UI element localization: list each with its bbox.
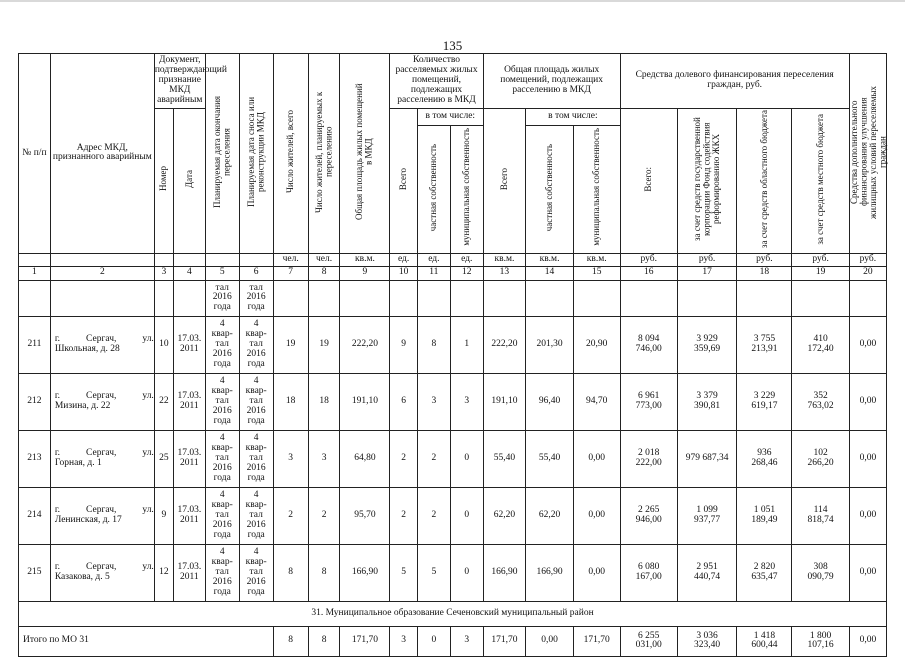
total-c10: 3 [390, 626, 418, 656]
doc-date: 17.03. 2011 [173, 316, 205, 373]
column-number: 12 [450, 266, 483, 280]
fin-region: 2 820 635,47 [737, 544, 792, 601]
carryover-quarter: тал 2016 года [239, 280, 273, 316]
table-row [19, 487, 887, 544]
value-c15: 0,00 [573, 487, 620, 544]
demolition-quarter: 4 квар- тал 2016 года [239, 487, 273, 544]
unit-cell: руб. [849, 253, 886, 266]
relocation-quarter: 4 квар- тал 2016 года [205, 373, 239, 430]
value-c11: 3 [417, 373, 450, 430]
header-area-private: частная собственность [526, 125, 574, 253]
column-number: 10 [390, 266, 418, 280]
fin-total: 6 080 167,00 [620, 544, 677, 601]
value-c8: 2 [308, 487, 340, 544]
header-doc-number: Номер [154, 109, 173, 254]
value-c7: 8 [273, 544, 308, 601]
total-c15: 171,70 [573, 626, 620, 656]
value-c10: 9 [390, 316, 418, 373]
row-number: 213 [19, 430, 51, 487]
value-c7: 19 [273, 316, 308, 373]
total-fin-region: 1 418 600,44 [737, 626, 792, 656]
section-title: 31. Муниципальное образование Сеченовский муниципальный район [19, 601, 887, 626]
doc-date: 17.03. 2011 [173, 430, 205, 487]
section-row [19, 601, 887, 626]
value-c14: 201,30 [526, 316, 574, 373]
relocation-quarter: 4 квар- тал 2016 года [205, 544, 239, 601]
value-c11: 5 [417, 544, 450, 601]
row-number: 215 [19, 544, 51, 601]
header-residents-planned: Число жителей, планируемых к переселению [308, 54, 340, 254]
unit-cell: кв.м. [526, 253, 574, 266]
value-c14: 55,40 [526, 430, 574, 487]
value-c10: 5 [390, 544, 418, 601]
header-total-area: Общая площадь жилых помещений в МКД [340, 54, 390, 254]
unit-cell: ед. [417, 253, 450, 266]
value-c7: 3 [273, 430, 308, 487]
header-address: Адрес МКД, признанного аварийным [50, 54, 154, 254]
table-row [19, 373, 887, 430]
demolition-quarter: 4 квар- тал 2016 года [239, 373, 273, 430]
fin-region: 1 051 189,49 [737, 487, 792, 544]
column-number: 1 [19, 266, 51, 280]
total-c9: 171,70 [340, 626, 390, 656]
value-c11: 8 [417, 316, 450, 373]
value-c13: 222,20 [483, 316, 525, 373]
column-number: 16 [620, 266, 677, 280]
header-financing-group: Средства долевого финансирования переселения граждан, руб. [620, 54, 849, 109]
fin-total: 2 018 222,00 [620, 430, 677, 487]
doc-number: 22 [154, 373, 173, 430]
column-number: 7 [273, 266, 308, 280]
value-c7: 2 [273, 487, 308, 544]
relocation-quarter: 4 квар- тал 2016 года [205, 430, 239, 487]
unit-cell: чел. [308, 253, 340, 266]
carryover-row [19, 280, 887, 316]
fin-local: 352 763,02 [792, 373, 849, 430]
header-number: № п/п [19, 54, 51, 254]
header-rooms-sub: в том числе: [417, 109, 483, 126]
value-c14: 96,40 [526, 373, 574, 430]
column-number: 5 [205, 266, 239, 280]
value-c12: 0 [450, 430, 483, 487]
value-c13: 62,20 [483, 487, 525, 544]
doc-number: 25 [154, 430, 173, 487]
value-c15: 20,90 [573, 316, 620, 373]
value-c13: 166,90 [483, 544, 525, 601]
value-c14: 62,20 [526, 487, 574, 544]
unit-cell: кв.м. [340, 253, 390, 266]
unit-cell: руб. [677, 253, 736, 266]
column-number: 19 [792, 266, 849, 280]
address-cell: г. Сергач, ул. Горная, д. 1 [50, 430, 154, 487]
address-cell: г. Сергач, ул. Школьная, д. 28 [50, 316, 154, 373]
header-fin-region: за счет средств областного бюджета [737, 109, 792, 254]
value-c9: 64,80 [340, 430, 390, 487]
column-number: 15 [573, 266, 620, 280]
value-c7: 18 [273, 373, 308, 430]
header-rooms-municipal: муниципальная собственность [450, 125, 483, 253]
units-row [19, 253, 887, 266]
value-c8: 8 [308, 544, 340, 601]
unit-cell: руб. [620, 253, 677, 266]
fin-additional: 0,00 [849, 316, 886, 373]
fin-fund: 979 687,34 [677, 430, 736, 487]
value-c12: 1 [450, 316, 483, 373]
header-area-group: Общая площадь жилых помещений, подлежащих расселению в МКД [483, 54, 620, 109]
fin-additional: 0,00 [849, 544, 886, 601]
column-number: 6 [239, 266, 273, 280]
header-doc-date: Дата [173, 109, 205, 254]
doc-date: 17.03. 2011 [173, 544, 205, 601]
carryover-quarter: тал 2016 года [205, 280, 239, 316]
header-fin-fund: за счет средств государственной корпорации Фонд содействия реформированию ЖКХ [677, 109, 736, 254]
scan-edge [0, 0, 905, 2]
value-c14: 166,90 [526, 544, 574, 601]
header-area-total: Всего [483, 109, 525, 254]
header-area-municipal: муниципальная собственность [573, 125, 620, 253]
header-demolition-date: Планируемая дата сноса или реконструкции МКД [239, 54, 273, 254]
column-numbers-row [19, 266, 887, 280]
column-number: 20 [849, 266, 886, 280]
column-number: 8 [308, 266, 340, 280]
value-c9: 95,70 [340, 487, 390, 544]
header-rooms-total: Всего [390, 109, 418, 254]
unit-cell: кв.м. [483, 253, 525, 266]
total-c8: 8 [308, 626, 340, 656]
header-rooms-private: частная собственность [417, 125, 450, 253]
demolition-quarter: 4 квар- тал 2016 года [239, 316, 273, 373]
value-c13: 191,10 [483, 373, 525, 430]
column-number: 9 [340, 266, 390, 280]
header-document: Документ, подтверждающий признание МКД аварийным [154, 54, 205, 109]
address-cell: г. Сергач, ул. Мизина, д. 22 [50, 373, 154, 430]
page-number: 135 [442, 38, 463, 53]
fin-region: 3 755 213,91 [737, 316, 792, 373]
value-c8: 3 [308, 430, 340, 487]
fin-region: 3 229 619,17 [737, 373, 792, 430]
fin-region: 936 268,46 [737, 430, 792, 487]
header-relocation-date: Планируемая дата окончания переселения [205, 54, 239, 254]
fin-local: 410 172,40 [792, 316, 849, 373]
address-cell: г. Сергач, ул. Ленинская, д. 17 [50, 487, 154, 544]
total-c14: 0,00 [526, 626, 574, 656]
header-rooms-group: Количество расселяемых жилых помещений, подлежащих расселению в МКД [390, 54, 483, 109]
value-c15: 0,00 [573, 544, 620, 601]
fin-fund: 3 379 390,81 [677, 373, 736, 430]
fin-total: 8 094 746,00 [620, 316, 677, 373]
unit-cell: руб. [737, 253, 792, 266]
fin-additional: 0,00 [849, 487, 886, 544]
table-row [19, 544, 887, 601]
value-c15: 0,00 [573, 430, 620, 487]
demolition-quarter: 4 квар- тал 2016 года [239, 430, 273, 487]
column-number: 11 [417, 266, 450, 280]
fin-local: 102 266,20 [792, 430, 849, 487]
value-c15: 94,70 [573, 373, 620, 430]
column-number: 3 [154, 266, 173, 280]
doc-date: 17.03. 2011 [173, 373, 205, 430]
fin-total: 6 961 773,00 [620, 373, 677, 430]
header-fin-total: Всего: [620, 109, 677, 254]
fin-additional: 0,00 [849, 430, 886, 487]
total-c7: 8 [273, 626, 308, 656]
value-c11: 2 [417, 487, 450, 544]
value-c12: 0 [450, 544, 483, 601]
unit-cell: ед. [450, 253, 483, 266]
row-number: 212 [19, 373, 51, 430]
demolition-quarter: 4 квар- тал 2016 года [239, 544, 273, 601]
value-c10: 2 [390, 430, 418, 487]
value-c8: 18 [308, 373, 340, 430]
doc-number: 12 [154, 544, 173, 601]
doc-date: 17.03. 2011 [173, 487, 205, 544]
column-number: 2 [50, 266, 154, 280]
value-c9: 191,10 [340, 373, 390, 430]
row-number: 214 [19, 487, 51, 544]
value-c13: 55,40 [483, 430, 525, 487]
doc-number: 10 [154, 316, 173, 373]
header-area-sub: в том числе: [526, 109, 620, 126]
value-c11: 2 [417, 430, 450, 487]
value-c10: 6 [390, 373, 418, 430]
header-residents-total: Число жителей, всего [273, 54, 308, 254]
fin-fund: 2 951 440,74 [677, 544, 736, 601]
total-c12: 3 [450, 626, 483, 656]
column-number: 17 [677, 266, 736, 280]
fin-additional: 0,00 [849, 373, 886, 430]
unit-cell: чел. [273, 253, 308, 266]
value-c10: 2 [390, 487, 418, 544]
total-label: Итого по МО 31 [19, 626, 274, 656]
fin-fund: 3 929 359,69 [677, 316, 736, 373]
header-additional-financing: Средства дополнительного финансирования улучшения жилищных условий переселяемых граждан [849, 54, 886, 254]
column-number: 14 [526, 266, 574, 280]
total-fin-local: 1 800 107,16 [792, 626, 849, 656]
fin-local: 114 818,74 [792, 487, 849, 544]
unit-cell: кв.м. [573, 253, 620, 266]
table-row [19, 430, 887, 487]
table-row [19, 316, 887, 373]
value-c12: 0 [450, 487, 483, 544]
fin-local: 308 090,79 [792, 544, 849, 601]
total-c13: 171,70 [483, 626, 525, 656]
total-c11: 0 [417, 626, 450, 656]
total-row [19, 626, 887, 656]
total-fin-total: 6 255 031,00 [620, 626, 677, 656]
relocation-quarter: 4 квар- тал 2016 года [205, 487, 239, 544]
fin-total: 2 265 946,00 [620, 487, 677, 544]
doc-number: 9 [154, 487, 173, 544]
column-number: 13 [483, 266, 525, 280]
unit-cell: ед. [390, 253, 418, 266]
value-c8: 19 [308, 316, 340, 373]
value-c12: 3 [450, 373, 483, 430]
total-fin-additional: 0,00 [849, 626, 886, 656]
column-number: 18 [737, 266, 792, 280]
unit-cell: руб. [792, 253, 849, 266]
row-number: 211 [19, 316, 51, 373]
value-c9: 166,90 [340, 544, 390, 601]
fin-fund: 1 099 937,77 [677, 487, 736, 544]
total-fin-fund: 3 036 323,40 [677, 626, 736, 656]
relocation-quarter: 4 квар- тал 2016 года [205, 316, 239, 373]
header-fin-local: за счет средств местного бюджета [792, 109, 849, 254]
column-number: 4 [173, 266, 205, 280]
address-cell: г. Сергач, ул. Казакова, д. 5 [50, 544, 154, 601]
value-c9: 222,20 [340, 316, 390, 373]
resettlement-table [18, 53, 887, 657]
